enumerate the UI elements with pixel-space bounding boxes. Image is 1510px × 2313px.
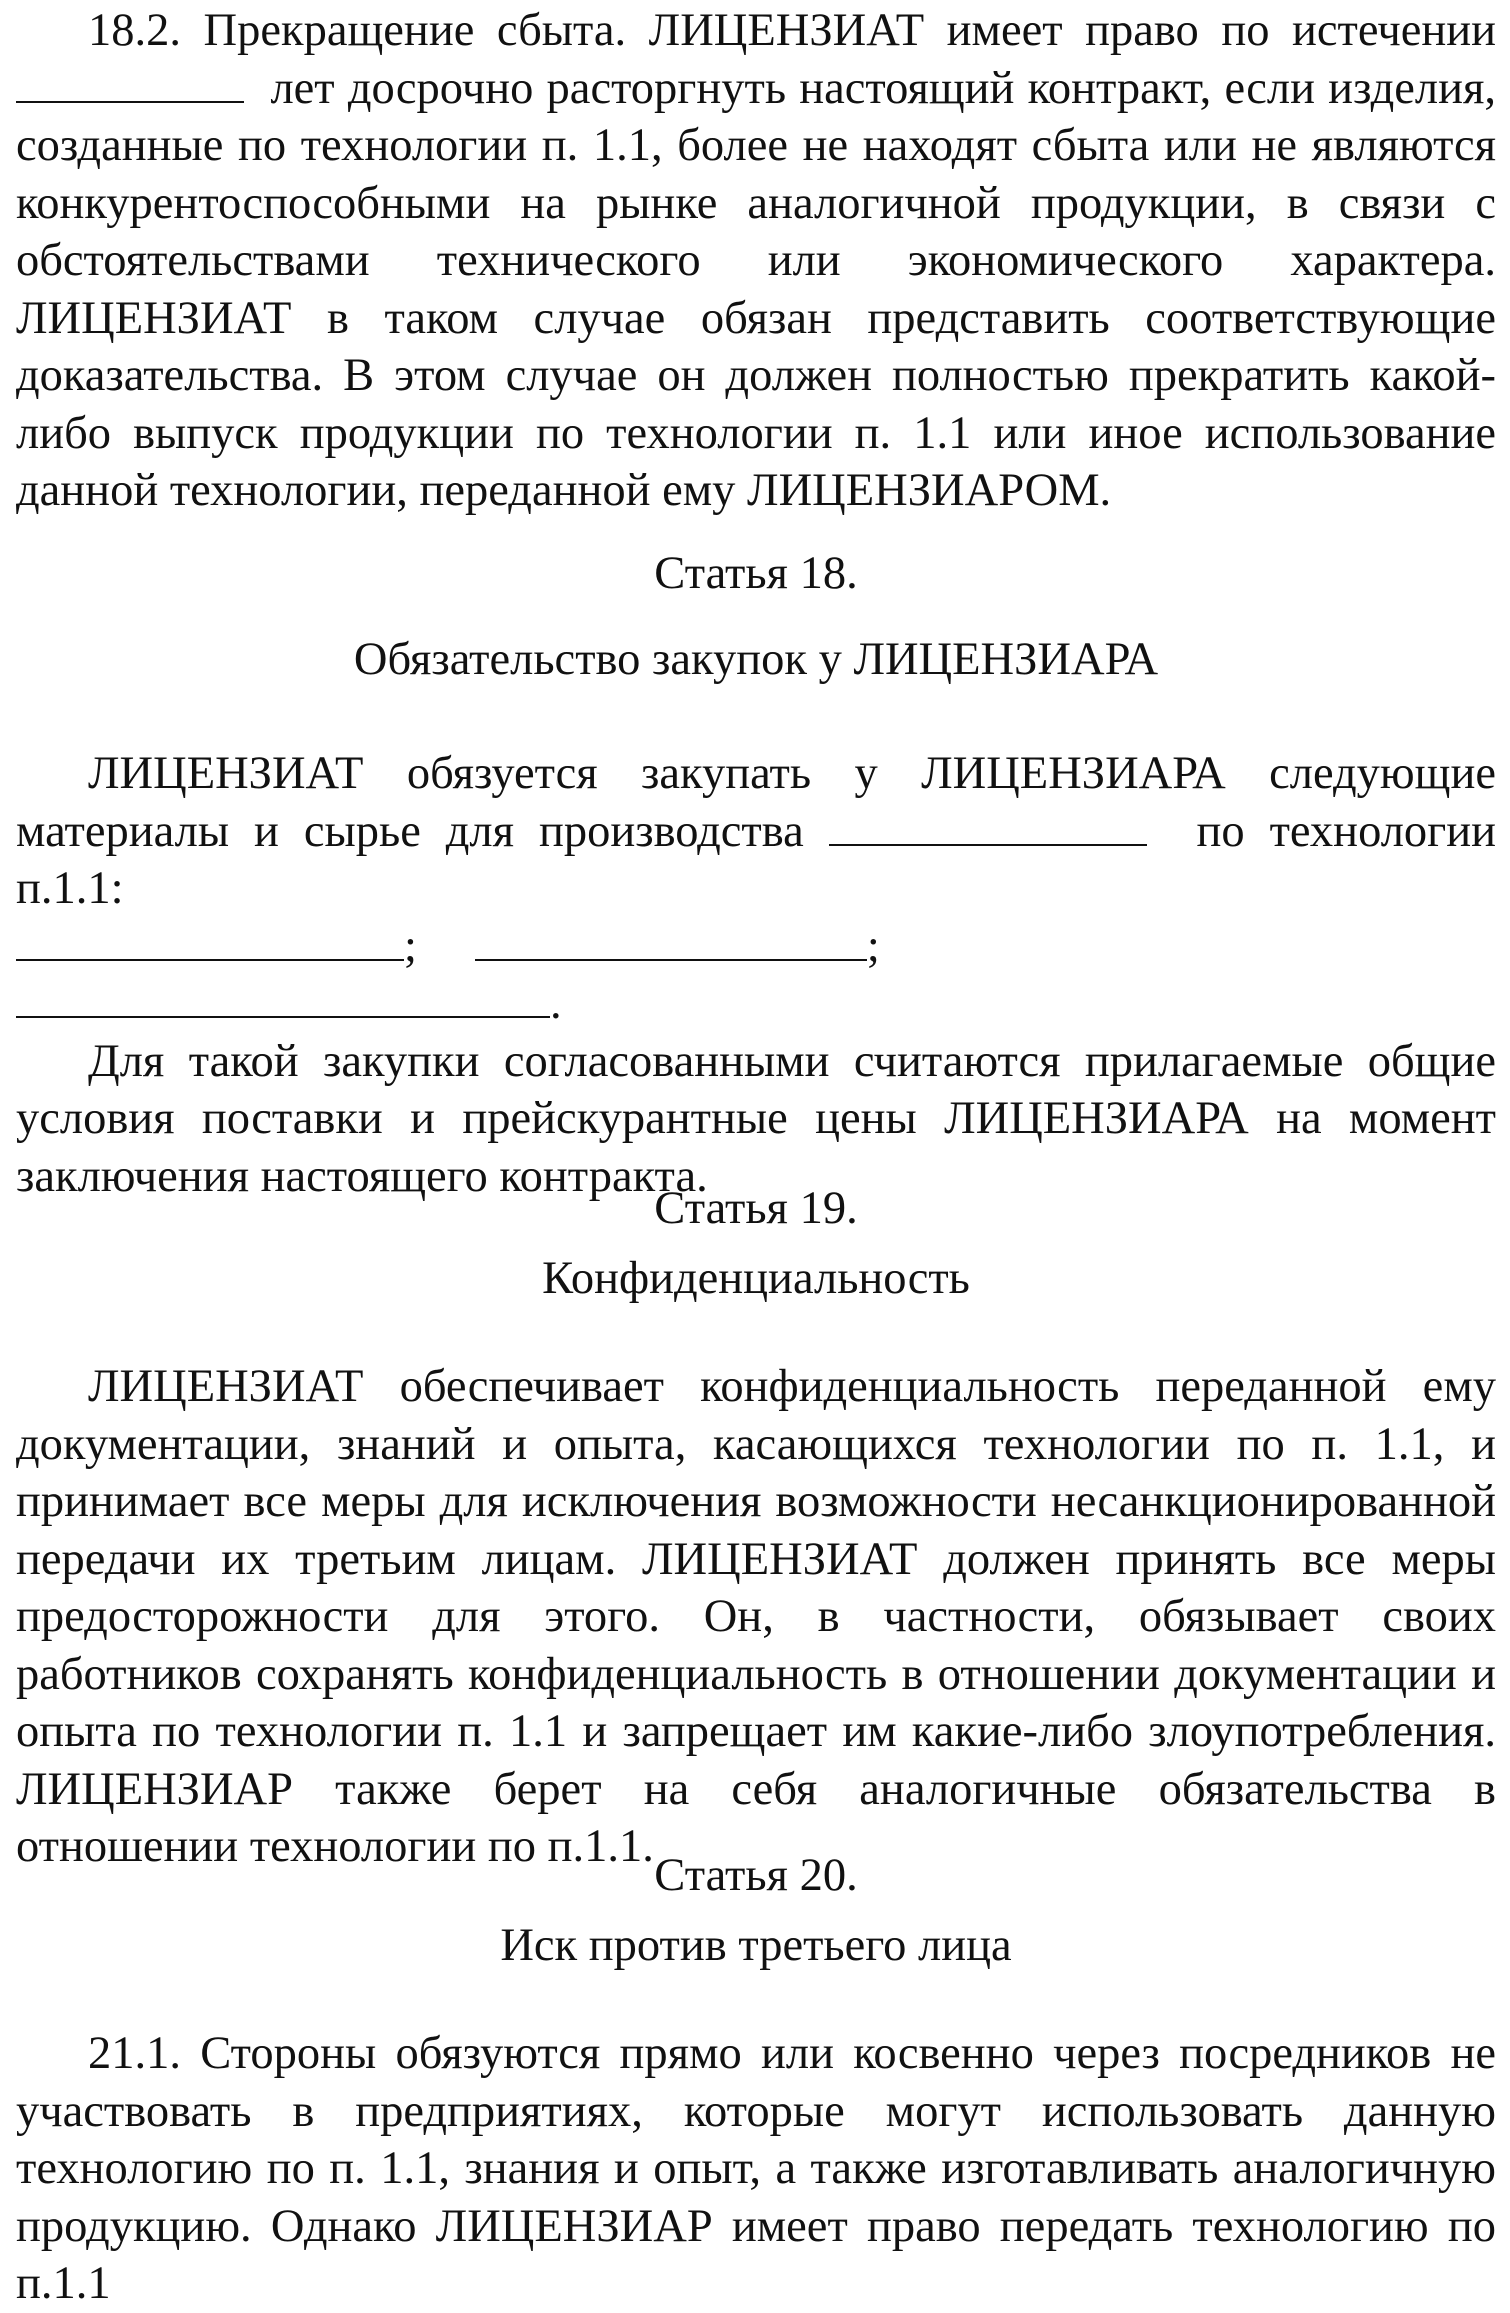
section-18-2-first-line: 18.2. Прекращение сбыта. ЛИЦЕНЗИАТ имеет право по истечении bbox=[88, 5, 1496, 56]
article-19-number: Статья 19. bbox=[654, 1183, 858, 1234]
blank-product bbox=[829, 843, 1147, 846]
blank-years bbox=[16, 100, 244, 103]
article-19-title: Конфиденциальность bbox=[542, 1253, 970, 1304]
article-18-body bbox=[16, 745, 1496, 1205]
article-20-title: Иск против третьего лица bbox=[500, 1920, 1012, 1971]
article-18-materials-row2: . bbox=[16, 975, 1496, 1033]
blank-material-1 bbox=[16, 958, 404, 961]
article-19-para: ЛИЦЕНЗИАТ обеспечивает конфиденциальность переданной ему документации, знаний и опыта, касающихся технологии по п. 1.1, и принимает все меры для исключения возможности несанкционированной передачи их третьим лицам. ЛИЦЕНЗИАТ должен принять все меры предосторожности для этого. Он, в частности, обязывает своих работников сохранять конфиденциальность в отношении документации и опыта по технологии п. 1.1 и запрещает им какие-либо злоупотребления. ЛИЦЕНЗИАР также берет на себя аналогичные обязательства в отношении технологии по п.1.1. bbox=[16, 1361, 1496, 1872]
article-20-number: Статья 20. bbox=[654, 1850, 858, 1901]
blank-material-3 bbox=[16, 1015, 550, 1018]
section-18-2 bbox=[16, 2, 1496, 520]
article-18-title: Обязательство закупок у ЛИЦЕНЗИАРА bbox=[353, 634, 1159, 685]
article-18-para1: ЛИЦЕНЗИАТ обязуется закупать у ЛИЦЕНЗИАРА следующие материалы и сырье для производства по технологии п.1.1: bbox=[16, 748, 1497, 914]
article-18-para2: Для такой закупки согласованными считаются прилагаемые общие условия поставки и прейскурантные цены ЛИЦЕНЗИАРА на момент заключения настоящего контракта. bbox=[16, 1035, 1496, 1202]
article-18-number: Статья 18. bbox=[654, 548, 858, 599]
section-18-2-body: лет досрочно расторгнуть настоящий контракт, если изделия, созданные по технологии п. 1.1, более не находят сбыта или не являются конкурентоспособными на рынке аналогичной продукции, в связи с обстоятельствами технического или экономического характера. ЛИЦЕНЗИАТ в таком случае обязан представить соответствующие доказательства. В этом случае он должен полностью прекратить какой-либо выпуск продукции по технологии п. 1.1 или иное использование данной технологии, переданной ему ЛИЦЕНЗИАРОМ. bbox=[16, 62, 1496, 516]
article-18-materials-row1: ; ; bbox=[16, 918, 1496, 976]
article-20-para: 21.1. Стороны обязуются прямо или косвенно через посредников не участвовать в предприятиях, которые могут использовать данную технологию по п. 1.1, знания и опыт, а также изготавливать аналогичную продукцию. Однако ЛИЦЕНЗИАР имеет право передать технологию по п.1.1 bbox=[16, 2028, 1496, 2309]
blank-material-2 bbox=[475, 958, 867, 961]
